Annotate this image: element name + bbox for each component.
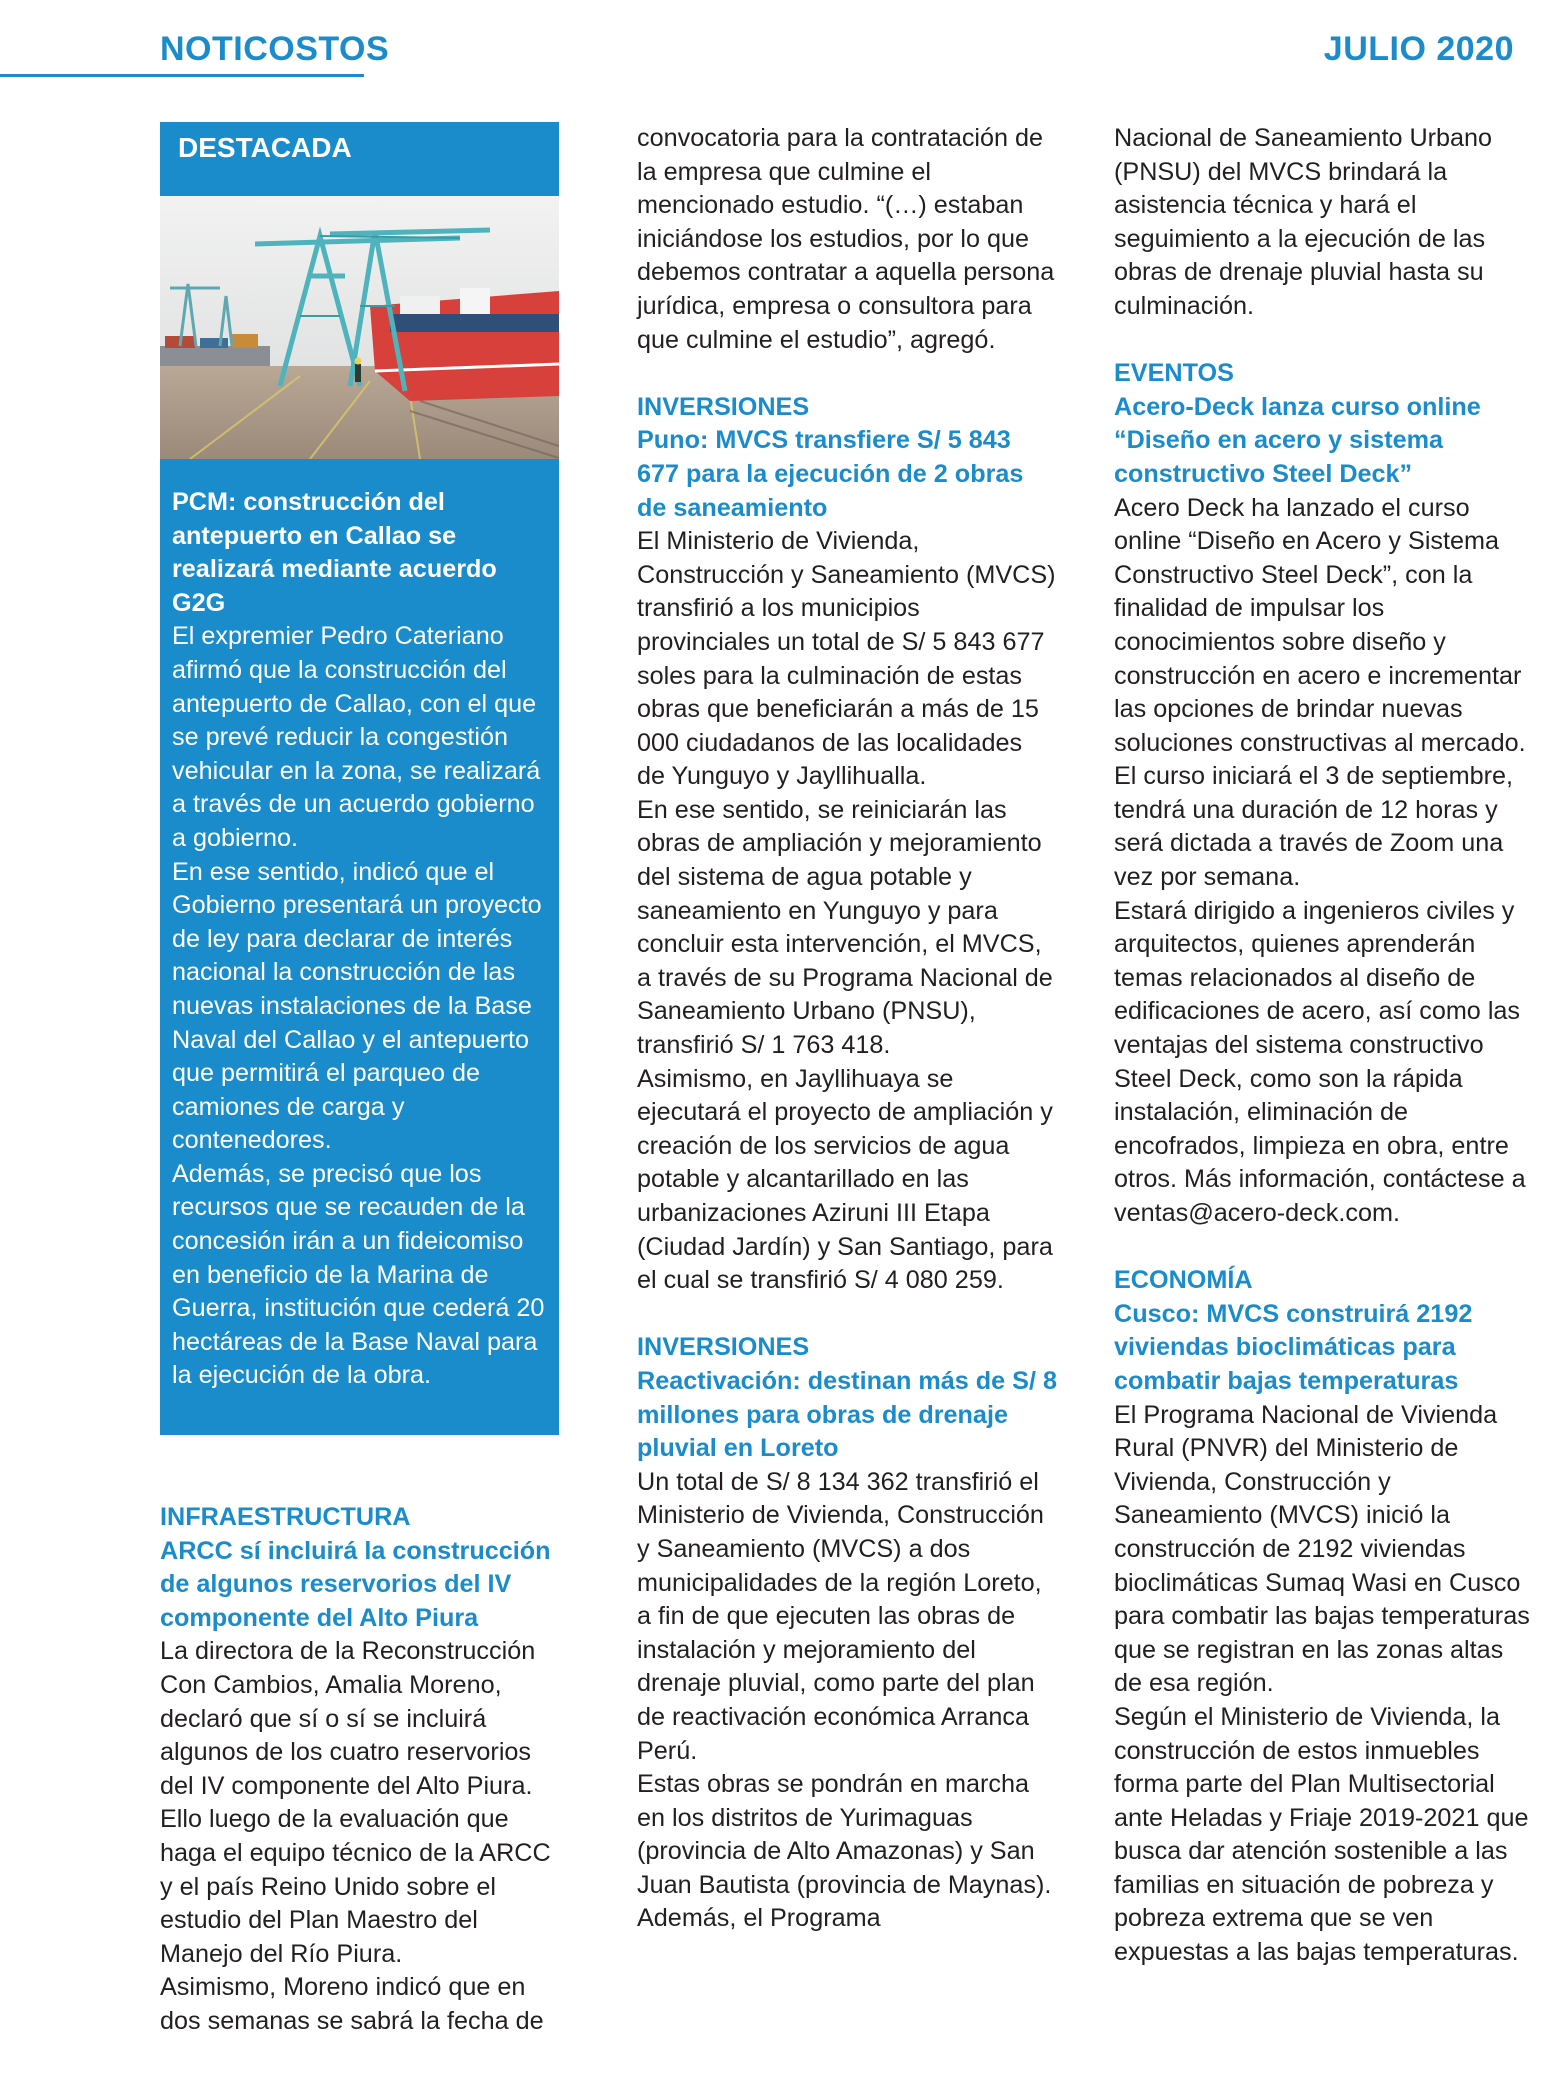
article-category: EVENTOS: [1114, 359, 1234, 388]
article-title: Puno: MVCS transfiere S/ 5 843 677 para la ejecución de 2 obras de saneamiento: [637, 426, 1024, 522]
article-paragraph: Un total de S/ 8 134 362 transfirió el Ministerio de Vivienda, Construcción y Saneamiento (MVCS) a dos municipalidades de la región Loreto, a fin de que ejecuten las obras de instalación y mejoramiento del drenaje pluvial, como parte del plan de reactivación económica Arranca Perú.: [637, 1467, 1044, 1765]
featured-label: DESTACADA: [178, 132, 352, 163]
article-title: Cusco: MVCS construirá 2192 viviendas bioclimáticas para combatir bajas temperaturas: [1114, 1299, 1473, 1395]
article-paragraph: El Ministerio de Vivienda, Construcción y Saneamiento (MVCS) transfirió a los municipios provinciales un total de S/ 5 843 677 soles para la culminación de estas obras que beneficiarán a más de 15 000 ciudadanos de las localidades de Yunguyo y Jayllihualla.: [637, 527, 1056, 791]
issue-date: JULIO 2020: [1323, 30, 1514, 68]
article-title: Acero-Deck lanza curso online “Diseño en acero y sistema constructivo Steel Deck”: [1114, 392, 1481, 488]
article-category: ECONOMÍA: [1114, 1266, 1253, 1295]
featured-photo-port-cranes: [160, 196, 559, 459]
article-paragraph: Estas obras se pondrán en marcha en los distritos de Yurimaguas (provincia de Alto Amazonas) y San Juan Bautista (provincia de Maynas). Además, el Programa: [637, 1770, 1052, 1933]
featured-paragraph: Además, se precisó que los recursos que se recauden de la concesión irán a un fideicomiso en beneficio de la Marina de Guerra, institución que cederá 20 hectáreas de la Base Naval para la ejecución de la obra.: [172, 1159, 545, 1390]
featured-paragraph: En ese sentido, indicó que el Gobierno presentará un proyecto de ley para declarar de interés nacional la construcción de las nuevas instalaciones de la Base Naval del Callao y el antepuerto que permitirá el parqueo de camiones de carga y contenedores.: [172, 857, 542, 1155]
article-category: INFRAESTRUCTURA: [160, 1503, 411, 1531]
article-economia: [1114, 1264, 1534, 1969]
article-paragraph: Ello luego de la evaluación que haga el equipo técnico de la ARCC y el país Reino Unido sobre el estudio del Plan Maestro del Manejo del Río Piura.: [160, 1805, 551, 1968]
article-paragraph: El Programa Nacional de Vivienda Rural (PNVR) del Ministerio de Vivienda, Construcción y Saneamiento (MVCS) inició la construcción de 2192 viviendas bioclimáticas Sumaq Wasi en Cusco para combatir las bajas temperaturas que se registran en las zonas altas de esa región.: [1114, 1400, 1530, 1698]
article-title: Reactivación: destinan más de S/ 8 millones para obras de drenaje pluvial en Loreto: [637, 1366, 1057, 1463]
article-continuation: convocatoria para la contratación de la empresa que culmine el mencionado estudio. “(…) estaban iniciándose los estudios, por lo que debemos contratar a aquella persona jurídica, empresa o consultora para que culmine el estudio”, agregó.: [637, 124, 1055, 354]
article-continuation: Nacional de Saneamiento Urbano (PNSU) del MVCS brindará la asistencia técnica y hará el seguimiento a la ejecución de las obras de drenaje pluvial hasta su culminación.: [1114, 124, 1493, 320]
article-category: INVERSIONES: [637, 1333, 810, 1362]
article-title: ARCC sí incluirá la construcción de algunos reservorios del IV componente del Alto Piura: [160, 1536, 551, 1632]
article-eventos: [1114, 357, 1534, 1230]
article-paragraph: Asimismo, en Jayllihuaya se ejecutará el proyecto de ampliación y creación de los servicios de agua potable y alcantarillado en las urbanizaciones Aziruni III Etapa (Ciudad Jardín) y San Santiago, para el cual se transfirió S/ 4 080 259.: [637, 1064, 1053, 1295]
article-paragraph: En ese sentido, se reiniciarán las obras de ampliación y mejoramiento del sistema de agua potable y saneamiento en Yunguyo y para concluir esta intervención, el MVCS, a través de su Programa Nacional de Saneamiento Urbano (PNSU), transfirió S/ 1 763 418.: [637, 795, 1053, 1060]
featured-article: [172, 486, 550, 1393]
featured-title: PCM: construcción del antepuerto en Callao se realizará mediante acuerdo G2G: [172, 488, 497, 617]
article-paragraph: La directora de la Reconstrucción Con Cambios, Amalia Moreno, declaró que sí o sí se incluirá algunos de los cuatro reservorios del IV componente del Alto Piura.: [160, 1637, 536, 1800]
article-inversiones-loreto: [637, 1331, 1057, 1936]
article-paragraph: Estará dirigido a ingenieros civiles y arquitectos, quienes aprenderán temas relacionados al diseño de edificaciones de acero, así como las ventajas del sistema constructivo Steel Deck, como son la rápida instalación, eliminación de encofrados, limpieza en obra, entre otros. Más información, contáctese a ventas@acero-deck.com.: [1114, 896, 1526, 1227]
featured-box: [160, 122, 559, 1435]
right-column: [1114, 122, 1534, 1970]
article-paragraph: Según el Ministerio de Vivienda, la construcción de estos inmuebles forma parte del Plan Multisectorial ante Heladas y Friaje 2019-2021 que busca dar atención sostenible a las familias en situación de pobreza y pobreza extrema que se ven expuestas a las bajas temperaturas.: [1114, 1702, 1529, 1967]
section-title: NOTICOSTOS: [160, 30, 390, 68]
article-paragraph: Acero Deck ha lanzado el curso online “Diseño en Acero y Sistema Constructivo Steel Deck”, con la finalidad de impulsar los conocimientos sobre diseño y construcción en acero e incrementar las opciones de brindar nuevas soluciones constructivas al mercado. El curso iniciará el 3 de septiembre, tendrá una duración de 12 horas y será dictada a través de Zoom una vez por semana.: [1114, 493, 1526, 892]
article-inversiones-puno: [637, 391, 1057, 1298]
article-category: INVERSIONES: [637, 392, 810, 421]
header-rule: [0, 74, 364, 77]
middle-column: [637, 122, 1057, 1936]
article-infraestructura: [160, 1501, 560, 2039]
article-paragraph: Asimismo, Moreno indicó que en dos semanas se sabrá la fecha de: [160, 1973, 544, 2035]
featured-paragraph: El expremier Pedro Cateriano afirmó que la construcción del antepuerto de Callao, con el que se prevé reducir la congestión vehicular en la zona, se realizará a través de un acuerdo gobierno a gobierno.: [172, 622, 541, 852]
